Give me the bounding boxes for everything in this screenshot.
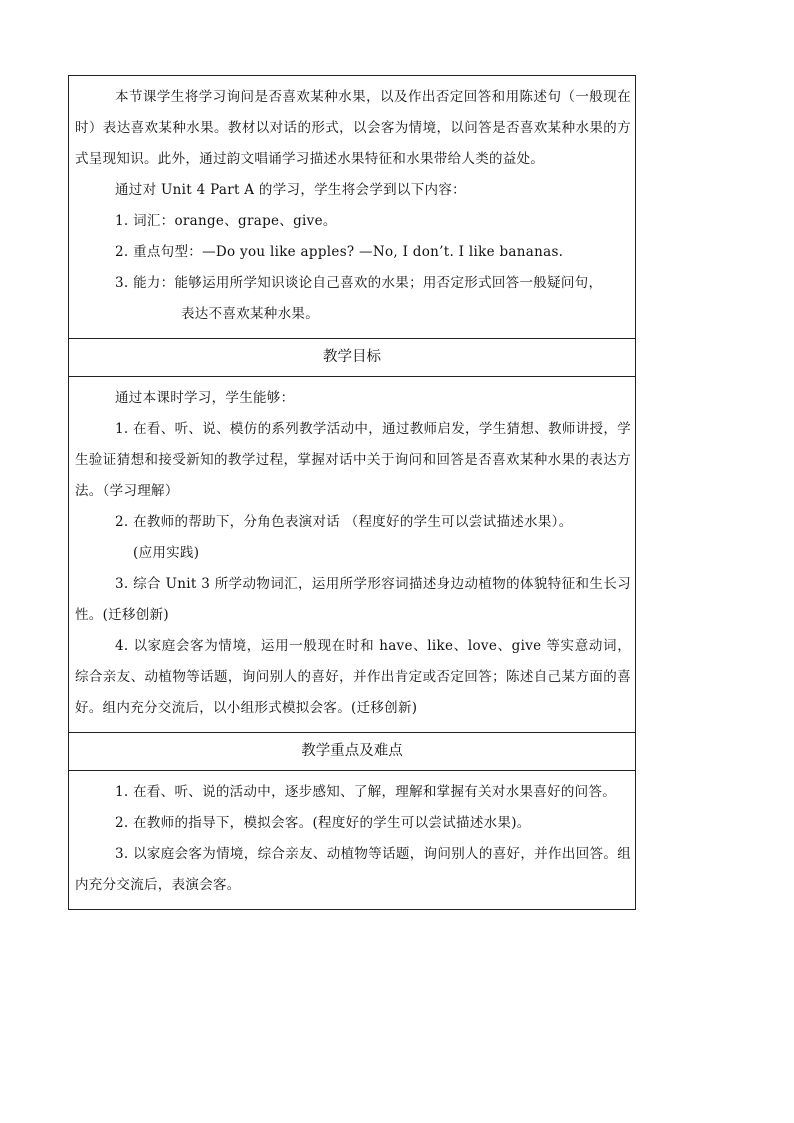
- intro-paragraph: 本节课学生将学习询问是否喜欢某种水果，以及作出否定回答和用陈述句（一般现在时）表达喜欢某种水果。教材以对话的形式，以会客为情境，以问答是否喜欢某种水果的方式呈现知识。此外，通过韵文唱诵学习描述水果特征和水果带给人类的益处。: [75, 89, 631, 167]
- key-points-cell: [69, 771, 635, 909]
- lesson-plan-table: [68, 75, 636, 910]
- intro-sentence-pattern-item: 2. 重点句型：—Do you like apples? —No, I don’t. I like bananas.: [115, 244, 564, 260]
- key-points-heading: 教学重点及难点: [69, 733, 635, 771]
- intro-ability-continuation: 表达不喜欢某种水果。: [181, 306, 319, 322]
- objective-item: 1. 在看、听、说、模仿的系列教学活动中，通过教师启发，学生猜想、教师讲授，学生验证猜想和接受新知的教学过程，掌握对话中关于询问和回答是否喜欢某种水果的表达方法。（学习理解）: [75, 421, 631, 499]
- intro-vocabulary-item: 1. 词汇：orange、grape、give。: [115, 213, 337, 229]
- objectives-cell: [69, 377, 635, 733]
- objective-item: 3. 综合 Unit 3 所学动物词汇，运用所学形容词描述身边动植物的体貌特征和生长习性。(迁移创新): [75, 576, 631, 623]
- key-point-item: 2. 在教师的指导下，模拟会客。(程度好的学生可以尝试描述水果)。: [115, 815, 531, 831]
- objectives-heading: 教学目标: [69, 339, 635, 377]
- intro-paragraph: 通过对 Unit 4 Part A 的学习，学生将会学到以下内容：: [115, 182, 466, 198]
- objective-item: 2. 在教师的帮助下，分角色表演对话 （程度好的学生可以尝试描述水果）。: [115, 514, 573, 530]
- objective-item: 4. 以家庭会客为情境，运用一般现在时和 have、like、love、give 等实意动词，综合亲友、动植物等话题，询问别人的喜好，并作出肯定或否定回答；陈述自己某方面的喜好。组内充分交流后，以小组形式模拟会客。(迁移创新): [75, 638, 631, 716]
- key-point-item: 1. 在看、听、说的活动中，逐步感知、了解，理解和掌握有关对水果喜好的问答。: [115, 784, 617, 800]
- content-analysis-cell: [69, 76, 635, 339]
- intro-ability-item: 3. 能力：能够运用所学知识谈论自己喜欢的水果；用否定形式回答一般疑问句，: [115, 275, 603, 291]
- objective-item-note: (应用实践): [133, 545, 200, 561]
- key-point-item: 3. 以家庭会客为情境，综合亲友、动植物等话题，询问别人的喜好，并作出回答。组内充分交流后，表演会客。: [75, 846, 631, 893]
- objectives-lead: 通过本课时学习，学生能够：: [115, 390, 295, 406]
